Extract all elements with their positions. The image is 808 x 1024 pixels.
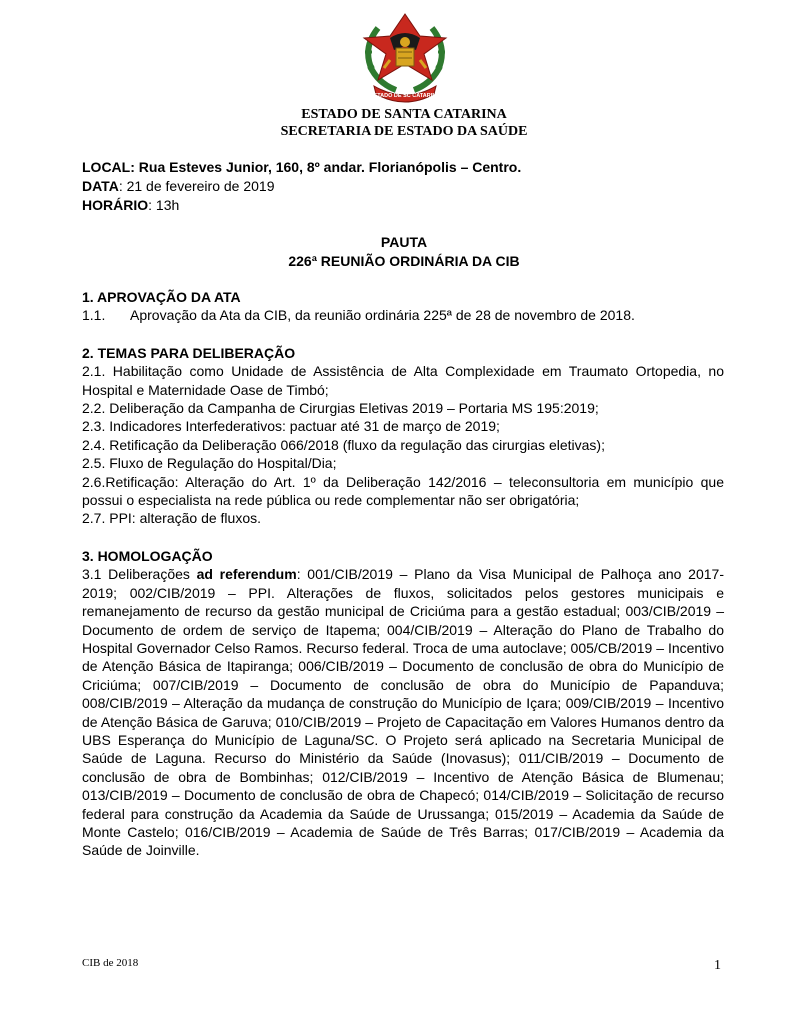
homologacao-prefix: 3.1 Deliberações — [82, 566, 197, 583]
footer-label: CIB de 2018 — [82, 957, 139, 969]
agenda-item-2-3: 2.3. Indicadores Interfederativos: pactuar até 31 de março de 2019; — [82, 418, 500, 435]
local-label: LOCAL: — [82, 159, 135, 175]
section3-heading: 3. HOMOLOGAÇÃO — [82, 547, 213, 564]
data-value: : 21 de fevereiro de 2019 — [118, 178, 275, 194]
page-number: 1 — [714, 958, 721, 973]
local-value: Rua Esteves Junior, 160, 8º andar. Florianópolis – Centro. — [138, 159, 522, 175]
section2-heading: 2. TEMAS PARA DELIBERAÇÃO — [82, 344, 296, 361]
pauta-heading — [0, 233, 808, 271]
seal-banner-text: ESTADO DE SC CATARINA — [369, 93, 441, 99]
pauta-subtitle: 226ª REUNIÃO ORDINÁRIA DA CIB — [288, 253, 520, 269]
agenda-item-2-5: 2.5. Fluxo de Regulação do Hospital/Dia; — [82, 455, 337, 472]
horario-line — [82, 196, 521, 215]
header-line1: ESTADO DE SANTA CATARINA — [301, 107, 507, 122]
agenda-item-2-1: 2.1. Habilitação como Unidade de Assistência de Alta Complexidade em Traumato Ortopedia, no Hospital e Maternidade Oase de Timbó; — [82, 363, 724, 398]
pauta-title: PAUTA — [380, 234, 428, 250]
data-line — [82, 177, 521, 196]
ad-referendum-term: ad referendum — [196, 566, 297, 583]
section1-item — [82, 306, 724, 324]
item-number: 1.1. — [82, 307, 106, 324]
data-label: DATA — [82, 178, 119, 194]
item-text: Aprovação da Ata da CIB, da reunião ordinária 225ª de 28 de novembro de 2018. — [130, 307, 635, 324]
meeting-meta — [82, 158, 521, 215]
agenda-item-2-2: 2.2. Deliberação da Campanha de Cirurgias Eletivas 2019 – Portaria MS 195:2019; — [82, 400, 599, 417]
agenda-content — [82, 288, 724, 860]
coat-of-arms-logo — [360, 8, 450, 106]
homologacao-body: : 001/CIB/2019 – Plano da Visa Municipal de Palhoça ano 2017- 2019; 002/CIB/2019 – PPI. Alterações de fluxos, solicitados pelos gestores municipais e remanejamento de recurso da gestão municipal de Criciúma para a gestão estadual; 003/CIB/2019 – Documento de ordem de serviço de Itapema; 004/CIB/2019 – Alteração do Plano de Trabalho do Hospital Governador Celso Ramos. Recurso federal. Troca de uma autoclave; 005/CB/2019 – Incentivo de Atenção Básica de Itapiranga; 006/CIB/2019 – Documento de conclusão de obra do Município de Criciúma; 007/CIB/2019 – Documento de conclusão de obra do Município de Papanduva; 008/CIB/2019 – Alteração da mudança de construção do Município de Içara; 009/CIB/2019 – Incentivo de Atenção Básica de Garuva; 010/CIB/2019 – Projeto de Capacitação em Valores Humanos dentro da UBS Esperança do Município de Laguna/SC. O Projeto será aplicado na Secretaria Municipal de Saúde de Laguna. Recurso do Ministério da Saúde (Inovasus); 011/CIB/2019 – Documento de conclusão de obra de Bombinhas; 012/CIB/2019 – Incentivo de Atenção Básica de Blumenau; 013/CIB/2019 – Documento de conclusão de obra de Chapecó; 014/CIB/2019 – Solicitação de recurso federal para construção da Academia da Saúde de Urussanga; 015/2019 – Academia da Saúde de Monte Castelo; 016/CIB/2019 – Academia de Saúde de Três Barras; 017/CIB/2019 – Academia da Saúde de Joinville. — [82, 566, 724, 859]
header-line2: SECRETARIA DE ESTADO DA SAÚDE — [280, 124, 528, 139]
agenda-item-2-7: 2.7. PPI: alteração de fluxos. — [82, 510, 261, 527]
horario-value: : 13h — [148, 197, 180, 213]
agenda-item-2-6: 2.6.Retificação: Alteração do Art. 1º da Deliberação 142/2016 – teleconsultoria em município que possui o especialista na rede pública ou rede complementar não ser obrigatória; — [82, 473, 724, 509]
agenda-item-2-4: 2.4. Retificação da Deliberação 066/2018 (fluxo da regulação das cirurgias eletivas); — [82, 436, 605, 453]
local-line — [82, 158, 521, 177]
document-header — [0, 106, 808, 140]
section1-heading: 1. APROVAÇÃO DA ATA — [82, 289, 241, 305]
horario-label: HORÁRIO — [82, 197, 149, 213]
homologacao-paragraph — [82, 565, 724, 860]
